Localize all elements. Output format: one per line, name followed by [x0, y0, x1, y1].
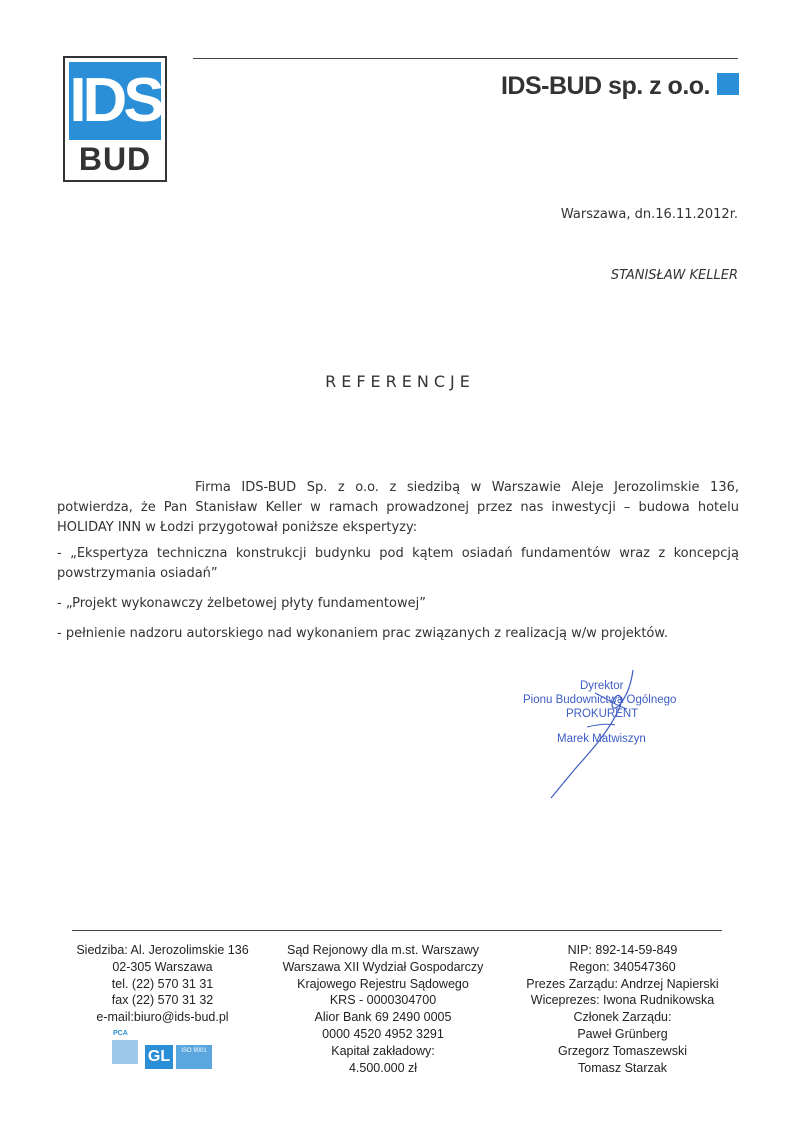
- footer-text: Prezes Zarządu: Andrzej Napierski: [526, 976, 719, 991]
- footer-rule: [72, 930, 722, 931]
- header-rule: [193, 58, 738, 59]
- stamp-line-department: Pionu Budownictwa Ogólnego: [523, 694, 677, 706]
- document-title: REFERENCJE: [325, 372, 475, 391]
- iso-cert-badge: ISO 9001: [176, 1045, 212, 1069]
- footer-text: Warszawa XII Wydział Gospodarczy: [282, 959, 484, 974]
- footer-registry-column: [278, 942, 488, 1076]
- company-name-header: IDS-BUD sp. z o.o.: [500, 72, 710, 100]
- recipient-name: STANISŁAW KELLER: [610, 268, 738, 283]
- pca-cert-label: PCA: [113, 1030, 128, 1037]
- list-item: - „Projekt wykonawczy żelbetowej płyty fundamentowej”: [57, 596, 426, 611]
- intro-paragraph: Firma IDS-BUD Sp. z o.o. z siedzibą w Warszawie Aleje Jerozolimskie 136, potwierdza, że Pan Stanisław Keller w ramach prowadzonej przez nas inwestycji – budowa hotelu HOLIDAY INN w Łodzi przygotował poniższe ekspertyzy:: [57, 480, 739, 535]
- footer-text: Alior Bank 69 2490 0005: [314, 1010, 452, 1025]
- footer-text: Krajowego Rejestru Sądowego: [297, 976, 469, 991]
- footer-address-column: [60, 942, 265, 1026]
- stamp-line-name: Marek Matwiszyn: [557, 733, 646, 745]
- gl-cert-badge: GL: [145, 1045, 173, 1069]
- company-logo: [63, 56, 167, 182]
- footer-text: fax (22) 570 31 32: [111, 993, 214, 1008]
- handwritten-signature: [535, 665, 645, 800]
- pca-cert-icon: [112, 1040, 138, 1064]
- footer-text: Siedziba: Al. Jerozolimskie 136: [76, 943, 249, 957]
- footer-text: Tomasz Starzak: [578, 1060, 667, 1075]
- stamp-line-role: PROKURENT: [566, 708, 639, 720]
- letter-date: Warszawa, dn.16.11.2012r.: [560, 207, 738, 222]
- footer-text: Paweł Grünberg: [577, 1026, 668, 1041]
- footer-management-column: [505, 942, 740, 1076]
- footer-text: Sąd Rejonowy dla m.st. Warszawy: [287, 943, 479, 957]
- footer-text: Wiceprezes: Iwona Rudnikowska: [530, 993, 715, 1008]
- footer-email: e-mail:biuro@ids-bud.pl: [96, 1010, 229, 1025]
- footer-text: KRS - 0000304700: [329, 993, 437, 1008]
- footer-text: 02-305 Warszawa: [112, 959, 213, 974]
- footer-text: Członek Zarządu:: [573, 1010, 672, 1025]
- list-item: - pełnienie nadzoru autorskiego nad wykonaniem prac związanych z realizacją w/w projektów.: [57, 626, 668, 641]
- stamp-line-title: Dyrektor: [580, 680, 624, 692]
- footer-text: Grzegorz Tomaszewski: [558, 1043, 687, 1058]
- header-square-mark: [717, 73, 739, 95]
- logo-ids-text: IDS: [69, 62, 161, 140]
- footer-text: tel. (22) 570 31 31: [111, 976, 214, 991]
- logo-bud-text: BUD: [78, 141, 152, 177]
- list-item: - „Ekspertyza techniczna konstrukcji budynku pod kątem osiadań fundamentów wraz z koncepcją powstrzymania osiadań”: [57, 546, 739, 581]
- footer-text: Kapitał zakładowy:: [331, 1043, 435, 1058]
- footer-text: Regon: 340547360: [569, 959, 676, 974]
- footer-text: 0000 4520 4952 3291: [322, 1026, 444, 1041]
- footer-text: NIP: 892-14-59-849: [567, 943, 678, 957]
- footer-text: 4.500.000 zł: [348, 1060, 418, 1075]
